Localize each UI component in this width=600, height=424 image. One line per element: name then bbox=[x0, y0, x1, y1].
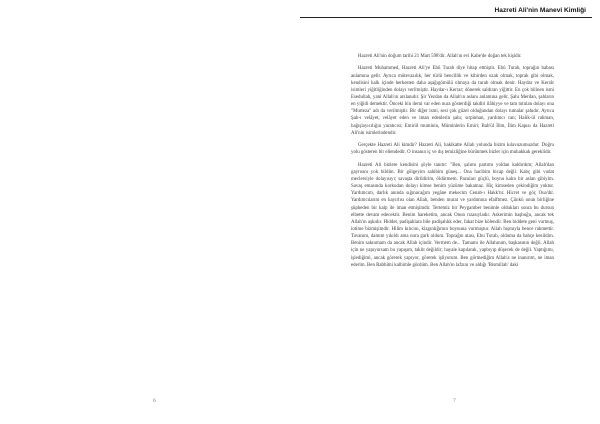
page-number-left: 6 bbox=[153, 398, 156, 404]
paragraph-2: Hazreti Muhammed, Hazreti Ali'ye Ebû Turab diye hitap etmiştir. Ebû Turab, toprağın babası anlamına gelir. Ayrıca mütevazılık, her türlü bencillik ve kibirden uzak olmak, toprak gibi olmak, kendisini halk içinde herkesten daha aşağıgömülü olmaya da turab olmak denir. Haydar ve Kerrâr isimleri yiğitliğinden dolayı verilmiştir. Haydar-ı Kerrar; dönerek saldıran yiğittir. En çok bilinen ismi Esedullah, yani Allah'ın arslanıdır. Şir Yezdan da Allah'ın aslanı anlamına gelir. Şahı Merdan, şahların en yiğidi demektir. Önceki bin ilemi var eden nura gösterdiği takdiri ilâhiyye ve tam tutulan dolayı ona "Murteza" adı da verilmiştir. Bir diğer ismi, sesi çok güzel olduğundan dolayı tumalar şahıdır. Ayrıca Şah-ı velâyet, velâyet eden ve iman edenlerin şahı; sırpinhan, yardımcı can; Halik-ül rahman, bağışlayıcılığın yaratıcısı; Emirül muminin, Müminlerin Emiri; Bab'ül İlim, İlim Kapısı da Hazreti Ali'nin isimlerindendir. bbox=[351, 66, 554, 136]
paragraph-3: Gerçekte Hazreti Ali kimdir? Hazreti Ali, hakikatte Allah yolunda bizim kılavuzumuzdur. Doğru yolu gösteren bir eliendedir. O insanın iç ve dış temizliğine bürünmek bizler için muhakkak gereklidir. bbox=[351, 143, 554, 156]
body-text bbox=[351, 53, 554, 274]
paragraph-4: Hazreti Ali bizlere kendisini şöyle tanıtır: "Ben, şalımı partımı yoldan kaldırdım; Allah'dan gayrısını yok bildim. Bir gölgeyim sahibim güneş... Ona hacibim hicap değil. Kabç gibi vudat meclersiyle dolayısıyı; savaşta dirildirim, öldürmem. Pazuları güçlü, boynu kalın bir aslan gibiyim. Savaş emasında korkudan dolayı kimse benim yüzüme bakamaz. Hiç kimseden çekindiğim yoktur. Yardımcım, darlık anında sığınacağım yegâne mekecim Cenab-ı Hakk'tır. Hicret ve göç Oua'dır. Yardımcılarım en hayırlısı olan Allah, benden murat ve yardımına efaiftmez. Çünkü onun birliğine şüpheden bir kalp ile iman etmişimdir. Tertemiz bir Peygamber benimle oldukları sonra bu dursun elbette devam edecektir. Benim hareketim, ancak Onun rızasıyladır. Askerimin başbuğu, ancak tek Allah'ın aşkıdır. Hiddet, padişahlara bile padişahlık eder, fakat bize kölendir. Ben hiddete geni vurmuş, iotime bizmişimdir. Hilim kılıcını, kizgınlığımın boynuna vurmuştur. Allah hışmıyla bence rahmettir. Tavanım, damım yıkıldı ama nura gark oldum. Toprağın atası, Ebu Turab, olduma da bahçe kesildim. Benim sakınmam da ancak Allah içindir. Vermem de... Tamamı ile Allahınım, başkasının değil. Allah için ne yapıyorsam bu yapışım, taklit değildir; hayale kapılarak, yapbıyıp düşecek de değil. Yaptığımı, işlediğimi, ancak görerek yapıyor, görerek işliyorum. Ben görmediğim Allah'a ne inanırım, ne iman ederim. Ben Rabbimi kalbimle gördüm. Ben Allah'ın lafzını ve aldığı 'Bismillah' daki bbox=[351, 162, 554, 268]
header-rule bbox=[300, 17, 592, 18]
running-header: Hazreti Ali'nin Manevi Kimliği bbox=[494, 7, 586, 14]
paragraph-1: Hazreti Ali'nin doğum tarihi 21 Mart 598'dir. Allah'ın evi Kabe'de doğan tek kişidir. bbox=[358, 54, 522, 59]
page-number-right: 7 bbox=[453, 398, 456, 404]
